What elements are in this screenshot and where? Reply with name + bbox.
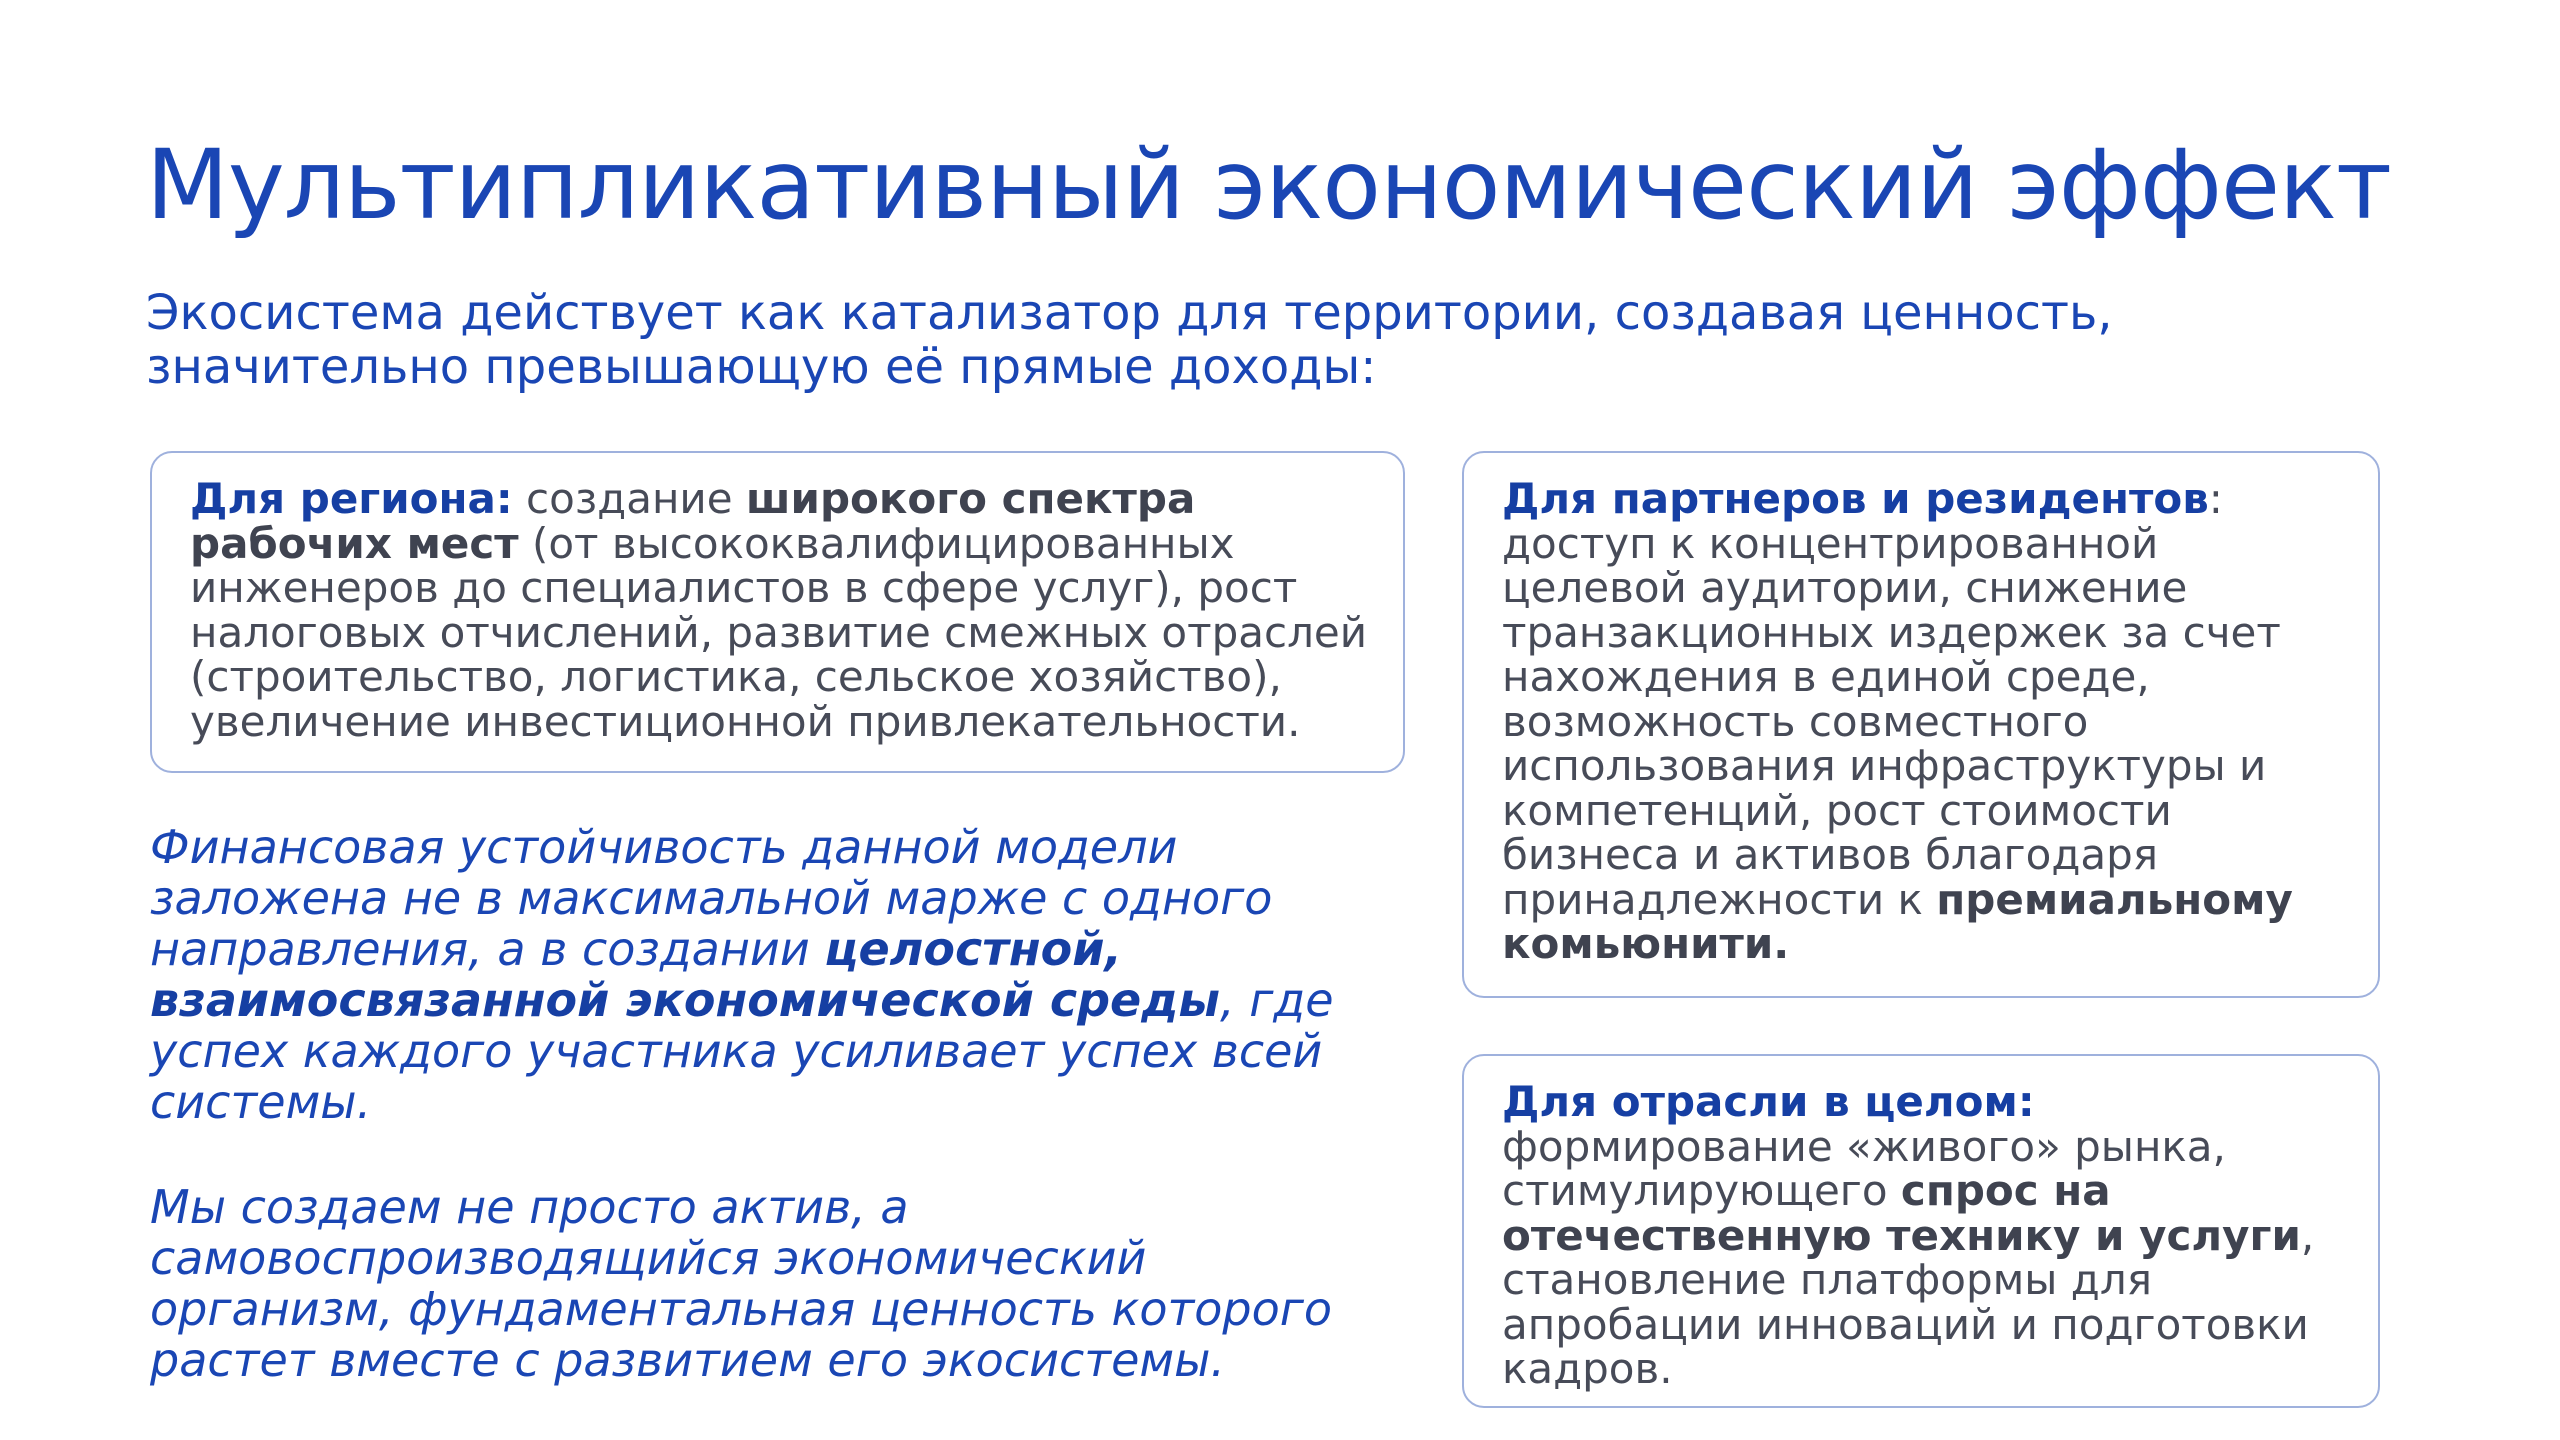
card-region-text [190,474,1369,746]
slide-title: Мультипликативный экономический эффект [146,129,2391,241]
card-industry [1462,1054,2380,1408]
card-industry-bold: спрос на отечественную технику и услуги [1502,1166,2301,1260]
card-region-heading: Для региона: [190,474,513,523]
card-industry-heading-line [1502,1077,2344,1126]
card-industry-text-1: формирование «живого» рынка, стимулирующего [1502,1121,2226,1215]
slide-subtitle: Экосистема действует как катализатор для территории, создавая ценность, значительно превышающую её прямые доходы: [146,285,2113,395]
card-partners-bold: премиальному комьюнити. [1502,874,2293,968]
quote-1-text-1: Финансовая устойчивость данной модели заложена не в максимальной марже с одного направления, а в создании [150,820,1273,976]
card-partners-heading: Для партнеров и резидентов [1502,474,2209,523]
card-partners-text [1502,474,2344,968]
quote-ecosystem-organism: Мы создаем не просто актив, а самовоспроизводящийся экономический организм, фундаментальная ценность которого растет вместе с развитием его экосистемы. [150,1180,1333,1387]
card-industry-heading: Для отрасли в целом: [1502,1077,2035,1126]
card-partners [1462,451,2380,998]
card-region-text-2: (от высококвалифицированных инженеров до специалистов в сфере услуг), рост налоговых отчислений, развитие смежных отраслей (строительство, логистика, сельское хозяйство), увеличение инвестиционной привлекательности. [190,518,1368,746]
card-partners-text-1: : доступ к концентрированной целевой аудитории, снижение транзакционных издержек за счет нахождения в единой среде, возможность совместного использования инфраструктуры и компетенций, рост стоимости бизнеса и активов благодаря принадлежности к [1502,474,2281,924]
quote-1-text-2: , где успех каждого участника усиливает успех всей системы. [150,973,1334,1129]
quote-financial-stability [150,822,1380,1128]
card-industry-text [1502,1121,2344,1393]
card-industry-text-2: , становление платформы для апробации инноваций и подготовки кадров. [1502,1210,2315,1393]
card-region [150,451,1405,773]
quote-1-bold: целостной, взаимосвязанной экономической среды [150,922,1220,1027]
card-region-bold: широкого спектра рабочих мест [190,474,1196,568]
card-region-text-1: создание [512,474,746,523]
